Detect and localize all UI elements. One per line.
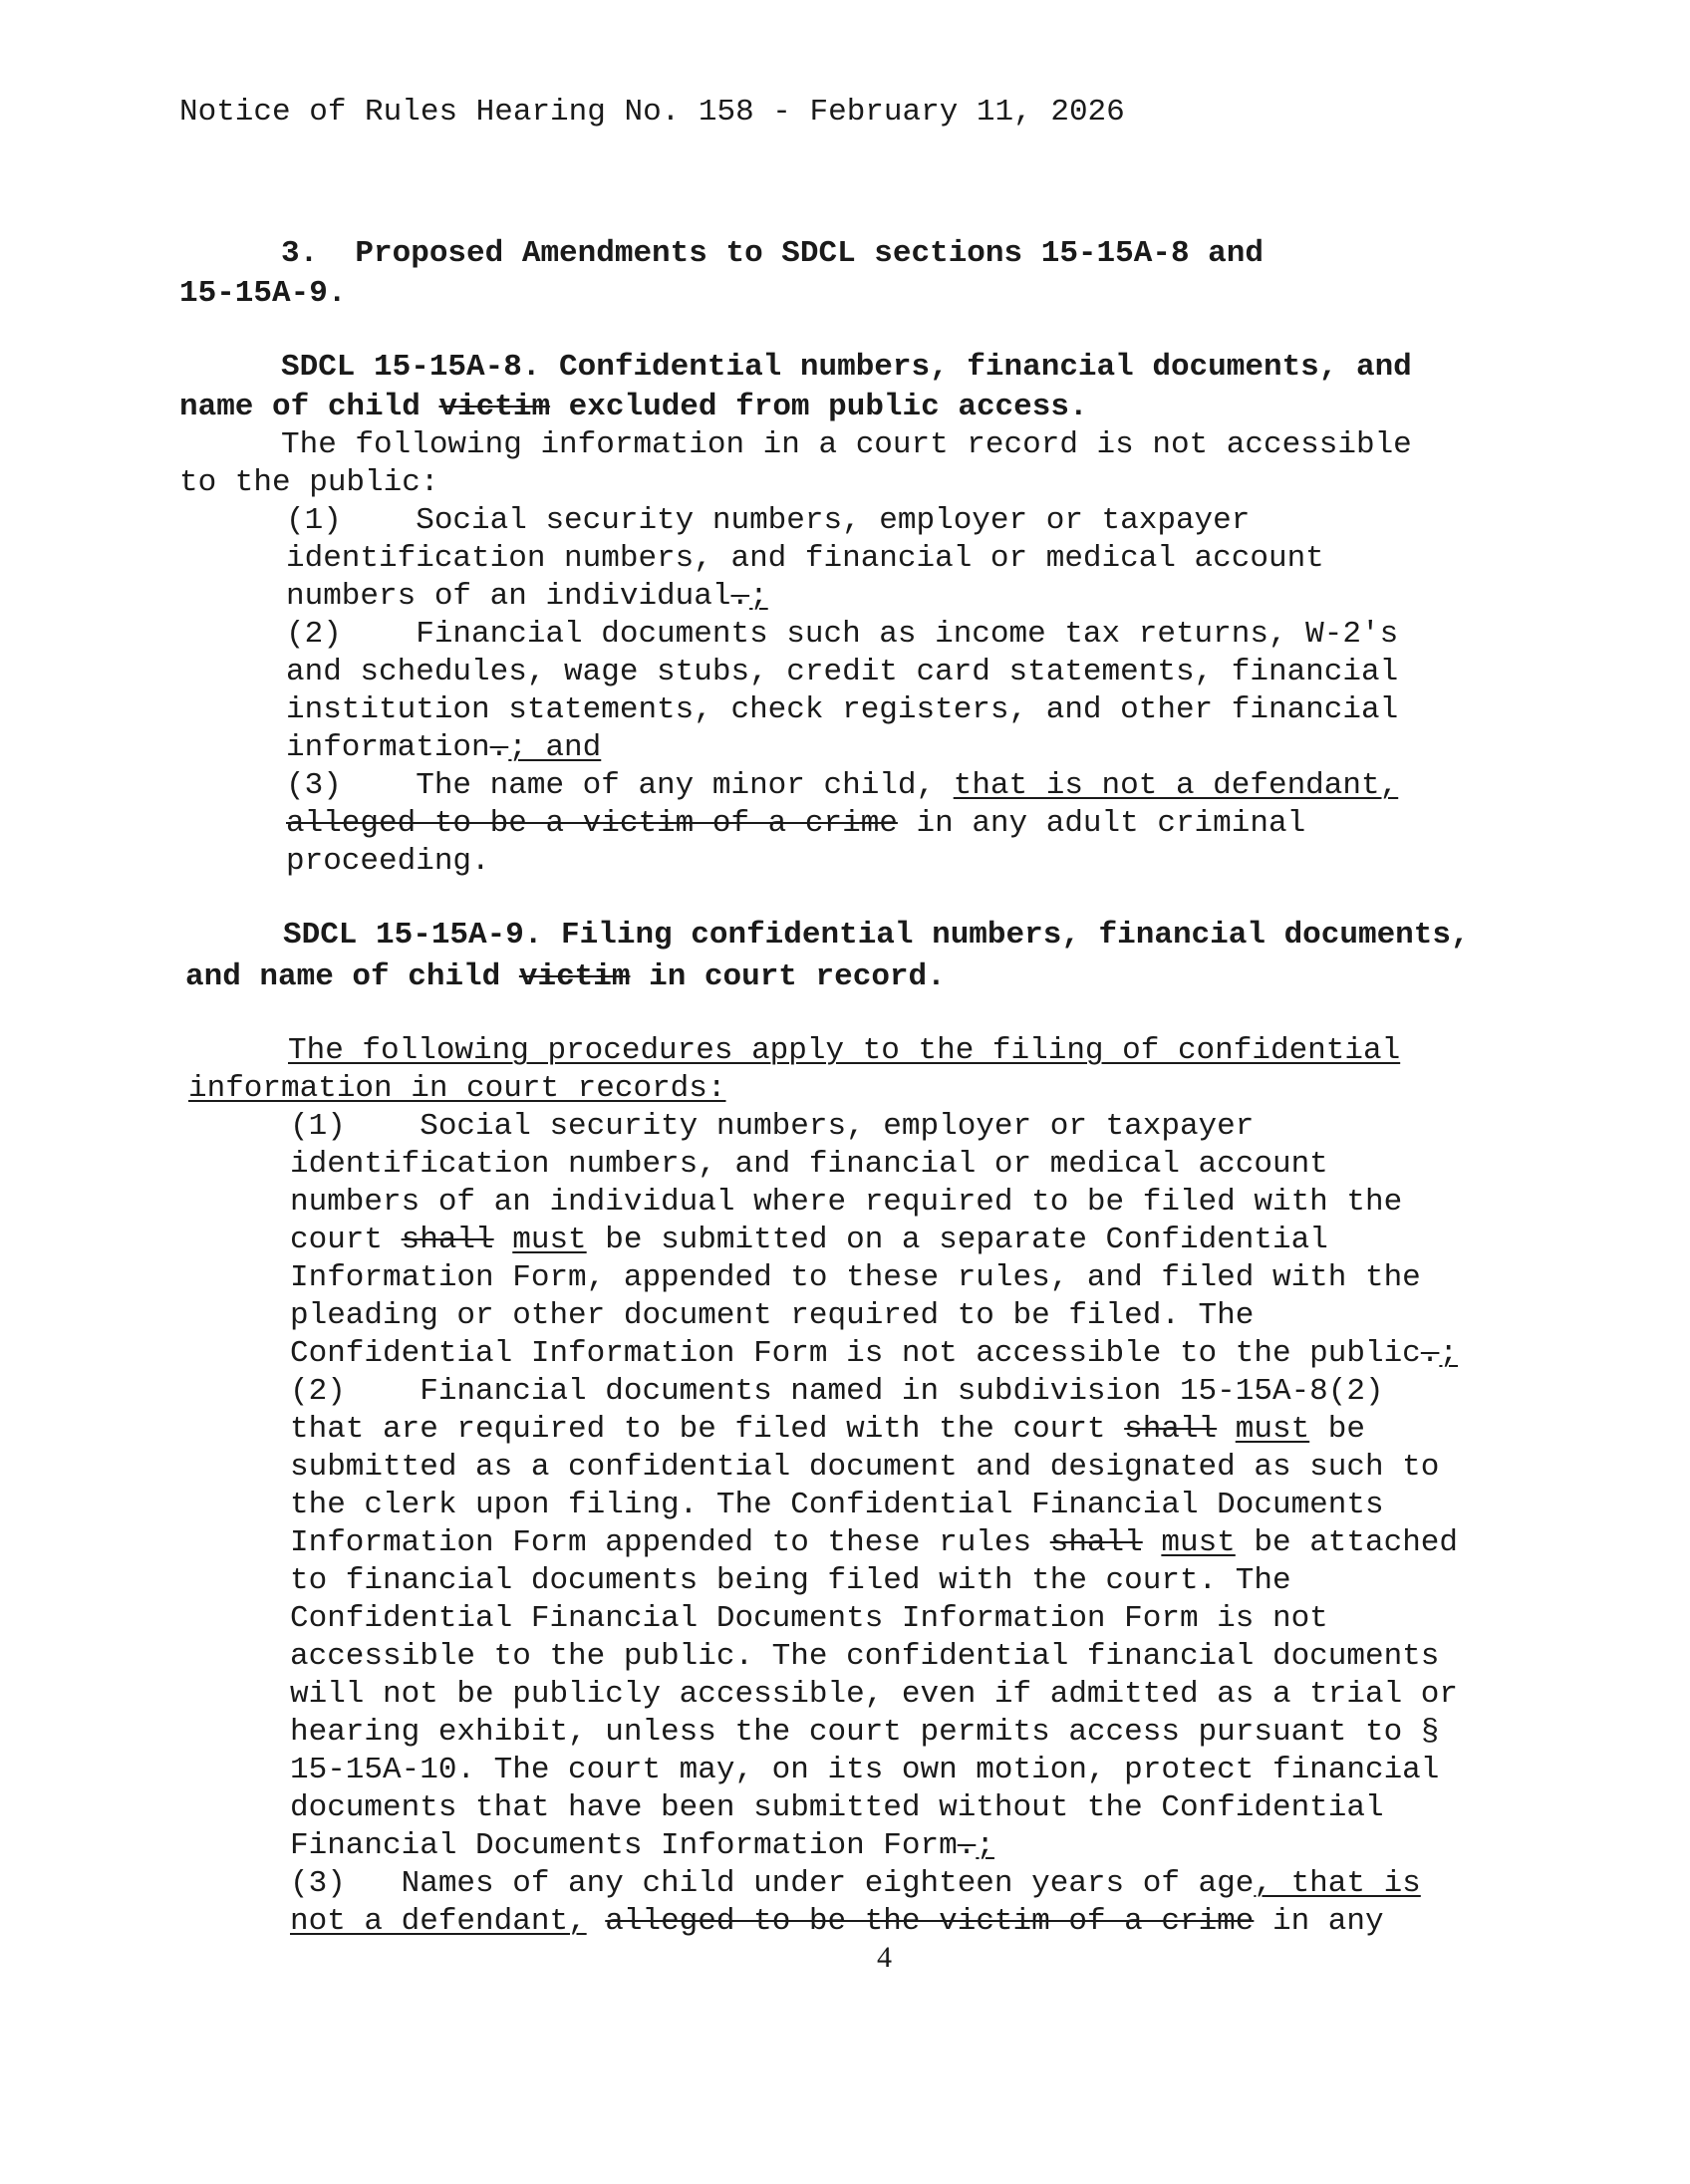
s9-item-2-line-3: submitted as a confidential document and designated as such to (290, 1450, 1440, 1485)
s8-item-2-line-4: information.; and (286, 730, 602, 765)
inserted-text: , that is (1254, 1866, 1421, 1901)
inserted-text: ; and (508, 730, 602, 765)
s8-item-3-line-3: proceeding. (286, 844, 490, 879)
s9-item-3-line-2: not a defendant, alleged to be the victim of a crime in any (290, 1904, 1384, 1939)
deleted-text: alleged to be a victim of a crime (286, 806, 898, 841)
inserted-text: must (1161, 1525, 1236, 1560)
header-title: Notice of Rules Hearing No. 158 - February 11, 2026 (179, 95, 1125, 130)
s9-item-1-line-5: Information Form, appended to these rules, and filed with the (290, 1260, 1421, 1295)
s8-intro-line-2: to the public: (179, 465, 439, 500)
inserted-text: that is not a defendant, (953, 768, 1399, 803)
s9-item-1-line-4: court shall must be submitted on a separate Confidential (290, 1223, 1328, 1257)
page-number: 4 (877, 1941, 892, 1974)
s9-item-2-line-4: the clerk upon filing. The Confidential Financial Documents (290, 1488, 1384, 1522)
s8-item-1-line-2: identification numbers, and financial or medical account (286, 541, 1324, 576)
inserted-text: ; (1439, 1336, 1459, 1371)
s9-intro-line-2 (188, 1070, 726, 1108)
s8-item-3-line-1: (3) The name of any minor child, that is not a defendant, (286, 768, 1399, 803)
s8-title-line-1: SDCL 15-15A-8. Confidential numbers, financial documents, and (281, 350, 1412, 385)
s8-item-2-line-3: institution statements, check registers, and other financial (286, 692, 1399, 727)
inserted-text: ; (976, 1828, 994, 1863)
deleted-text: victim (438, 390, 551, 424)
deleted-text: . (730, 579, 750, 614)
s8-item-3-line-2: alleged to be a victim of a crime in any adult criminal (286, 806, 1306, 841)
s9-item-2-line-12: documents that have been submitted without the Confidential (290, 1790, 1384, 1825)
inserted-text: The following procedures apply to the filing of confidential (288, 1033, 1401, 1068)
deleted-text: alleged to be the victim of a crime (605, 1904, 1255, 1939)
s9-item-2-line-8: accessible to the public. The confidential financial documents (290, 1639, 1440, 1674)
section-heading-line-1: 3. Proposed Amendments to SDCL sections 15-15A-8 and (281, 236, 1264, 271)
s9-item-2-line-2: that are required to be filed with the court shall must be (290, 1412, 1365, 1447)
s9-item-2-line-7: Confidential Financial Documents Information Form is not (290, 1601, 1328, 1636)
s9-item-1-line-3: numbers of an individual where required to be filed with the (290, 1185, 1403, 1220)
deleted-text: victim (518, 959, 631, 994)
deleted-text: shall (401, 1223, 494, 1257)
deleted-text: shall (1049, 1525, 1143, 1560)
s8-item-1-line-3: numbers of an individual.; (286, 579, 768, 614)
s9-item-2-line-6: to financial documents being filed with the court. The (290, 1563, 1291, 1598)
s9-item-1-line-1: (1) Social security numbers, employer or taxpayer (290, 1109, 1255, 1144)
s9-item-3-line-1: (3) Names of any child under eighteen years of age, that is (290, 1866, 1421, 1901)
s9-item-2-line-10: hearing exhibit, unless the court permits access pursuant to § (290, 1715, 1440, 1750)
s9-item-2-line-1: (2) Financial documents named in subdivision 15-15A-8(2) (290, 1374, 1384, 1409)
inserted-text: information in court records: (188, 1071, 726, 1106)
s9-title-line-1: SDCL 15-15A-9. Filing confidential numbers, financial documents, (283, 918, 1470, 953)
s8-item-1-line-1: (1) Social security numbers, employer or taxpayer (286, 503, 1251, 538)
s9-title-line-2: and name of child victim in court record. (185, 959, 946, 994)
section-heading-line-2: 15-15A-9. (179, 276, 347, 311)
inserted-text: not a defendant, (290, 1904, 587, 1939)
s9-intro-line-1 (288, 1032, 1400, 1070)
deleted-text: shall (1124, 1412, 1218, 1447)
s9-item-2-line-9: will not be publicly accessible, even if admitted as a trial or (290, 1677, 1458, 1712)
inserted-text: must (512, 1223, 587, 1257)
inserted-text: must (1235, 1412, 1310, 1447)
s9-item-2-line-5: Information Form appended to these rules shall must be attached (290, 1525, 1459, 1560)
s8-title-line-2: name of child victim excluded from public access. (179, 390, 1088, 424)
s8-item-2-line-2: and schedules, wage stubs, credit card statements, financial (286, 655, 1399, 689)
s9-item-2-line-11: 15-15A-10. The court may, on its own motion, protect financial (290, 1753, 1440, 1787)
s9-item-1-line-6: pleading or other document required to be filed. The (290, 1298, 1255, 1333)
s8-intro-line-1: The following information in a court record is not accessible (281, 427, 1412, 462)
s9-item-1-line-7: Confidential Information Form is not accessible to the public.; (290, 1336, 1459, 1371)
s9-item-2-line-13: Financial Documents Information Form.; (290, 1828, 994, 1863)
s9-item-1-line-2: identification numbers, and financial or medical account (290, 1147, 1328, 1182)
s8-item-2-line-1: (2) Financial documents such as income tax returns, W-2's (286, 617, 1399, 652)
deleted-text: . (489, 730, 509, 765)
deleted-text: . (1420, 1336, 1440, 1371)
deleted-text: . (957, 1828, 977, 1863)
inserted-text: ; (749, 579, 768, 614)
